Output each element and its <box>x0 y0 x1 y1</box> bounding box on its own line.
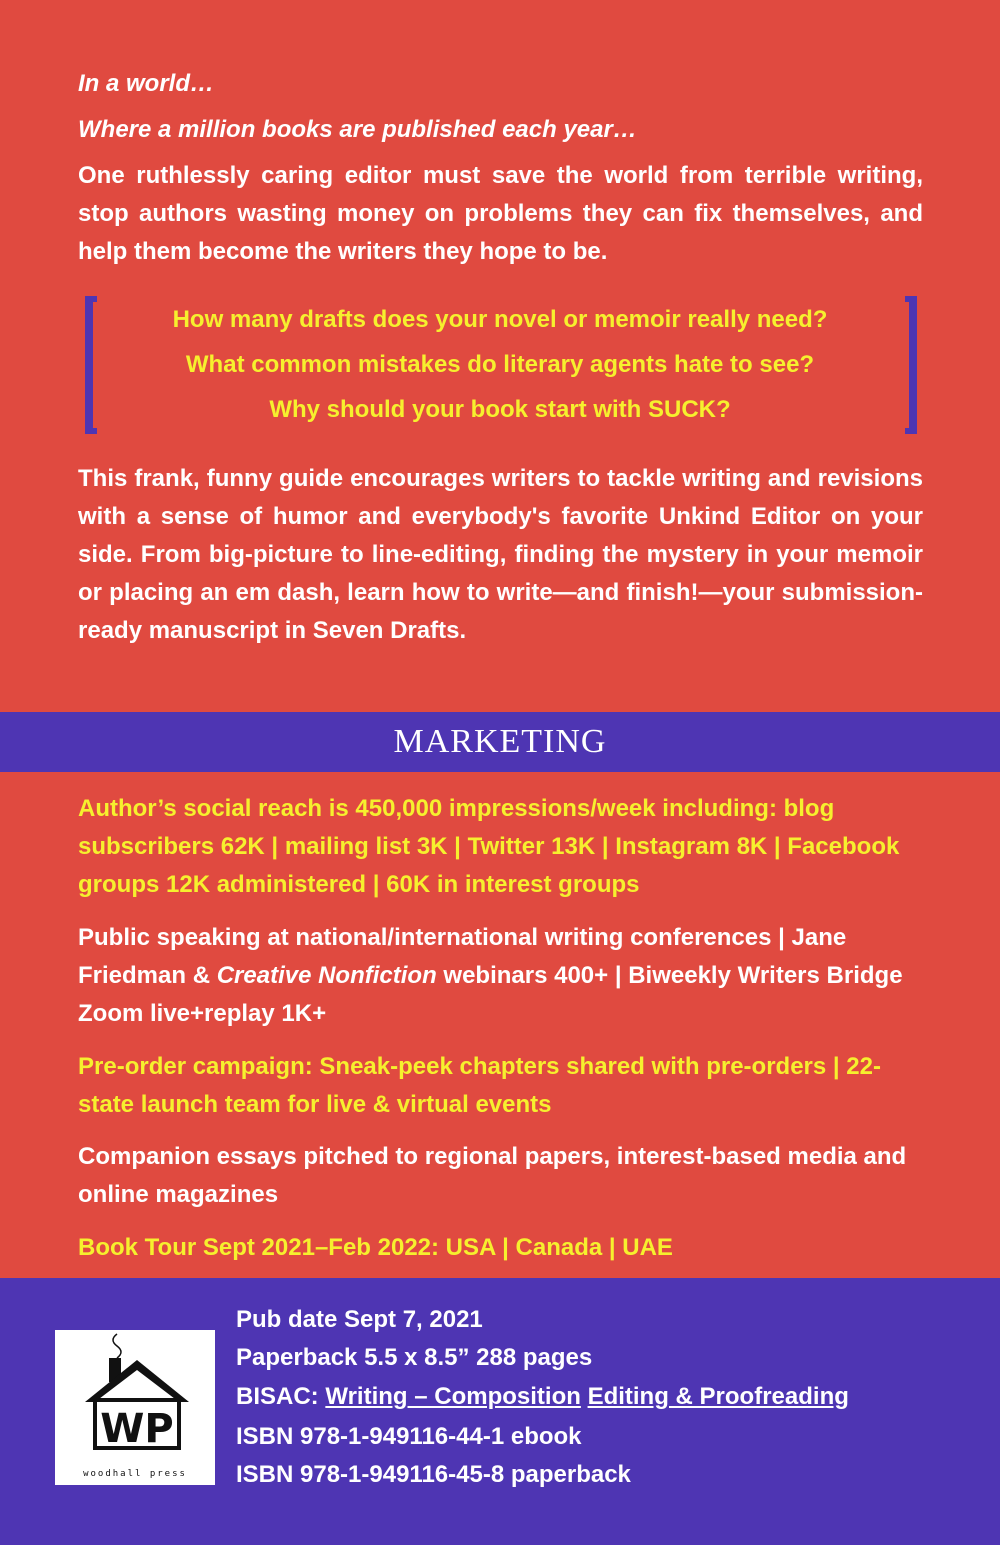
marketing-preorder: Pre-order campaign: Sneak-peek chapters shared with pre-orders | 22-state launch team for live & virtual events <box>78 1053 881 1118</box>
marketing-heading: MARKETING <box>0 712 1000 772</box>
publisher-logo <box>55 1330 215 1485</box>
right-bracket <box>905 296 917 434</box>
isbn-paperback: ISBN 978-1-949116-45-8 paperback <box>236 1461 631 1488</box>
intro-line-1: In a world… <box>78 70 215 97</box>
left-bracket <box>85 296 97 434</box>
format: Paperback 5.5 x 8.5” 288 pages <box>236 1344 593 1371</box>
bisac <box>236 1383 849 1411</box>
marketing-speaking <box>78 919 923 1033</box>
logo-text: woodhall press <box>83 1469 187 1479</box>
intro-line-2: Where a million books are published each year… <box>78 116 637 143</box>
speaking-italic: Creative Nonfiction <box>216 962 437 989</box>
intro-paragraph: One ruthlessly caring editor must save the world from terrible writing, stop authors wasting money on problems they can fix themselves, and help them become the writers they hope to be. <box>78 162 923 265</box>
speaking-text-b: webinars 400+ | Biweekly Writers Bridge Zoom live+replay 1K+ <box>78 962 903 1027</box>
isbn-ebook: ISBN 978-1-949116-44-1 ebook <box>236 1423 582 1450</box>
question-3: Why should your book start with SUCK? <box>269 396 731 423</box>
speaking-text-a: Public speaking at national/international writing conferences | Jane Friedman & <box>78 924 847 989</box>
house-icon <box>55 1330 215 1470</box>
bisac-link-2[interactable]: Editing & Proofreading <box>587 1383 849 1410</box>
marketing-tour: Book Tour Sept 2021–Feb 2022: USA | Canada | UAE <box>78 1234 673 1261</box>
pub-date: Pub date Sept 7, 2021 <box>236 1306 483 1333</box>
marketing-essays: Companion essays pitched to regional papers, interest-based media and online magazines <box>78 1143 907 1208</box>
bisac-link-1[interactable]: Writing – Composition <box>325 1383 581 1410</box>
question-2: What common mistakes do literary agents hate to see? <box>185 351 815 378</box>
description-paragraph: This frank, funny guide encourages writers to tackle writing and revisions with a sense of humor and everybody's favorite Unkind Editor on your side. From big-picture to line-editing, finding the mystery in your memoir or placing an em dash, learn how to write—and finish!—your submission-ready manuscript in Seven Drafts. <box>78 465 923 644</box>
question-1: How many drafts does your novel or memoir really need? <box>172 306 828 333</box>
bisac-label: BISAC: <box>236 1383 326 1410</box>
logo-letters: WP <box>100 1406 174 1452</box>
marketing-social: Author’s social reach is 450,000 impressions/week including: blog subscribers 62K | mailing list 3K | Twitter 13K | Instagram 8K | Facebook groups 12K administered | 60K in interest groups <box>78 795 900 898</box>
